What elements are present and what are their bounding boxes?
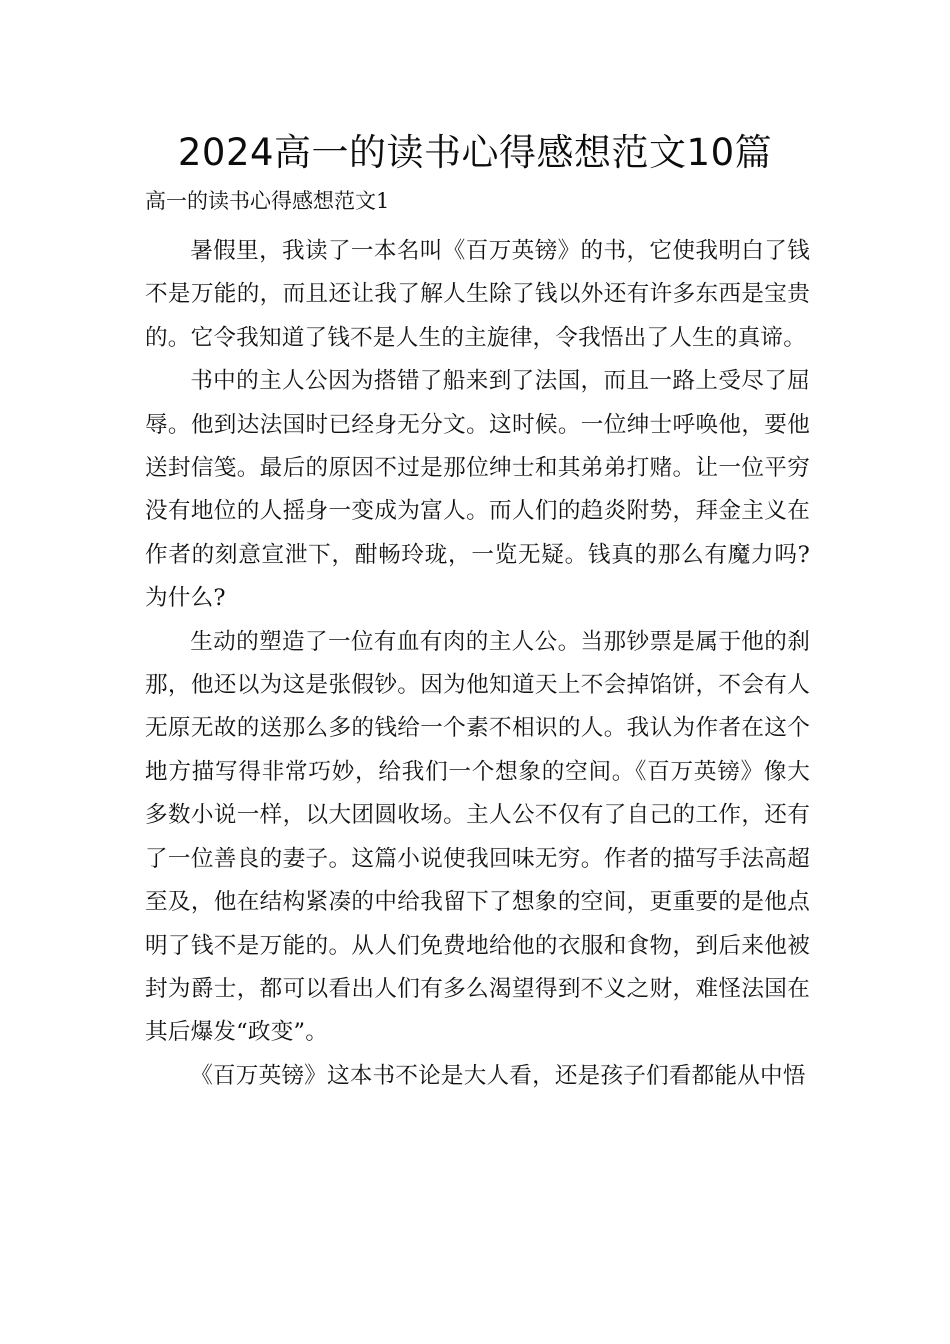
paragraph: 书中的主人公因为搭错了船来到了法国，而且一路上受尽了屈辱。他到达法国时已经身无分文。这时候。一位绅士呼唤他，要他送封信笺。最后的原因不过是那位绅士和其弟弟打赌。让一位平穷没有地位的人摇身一变成为富人。而人们的趋炎附势，拜金主义在作者的刻意宣泄下，酣畅玲珑，一览无疑。钱真的那么有魔力吗?为什么? (145, 368, 810, 612)
paragraph: 暑假里，我读了一本名叫《百万英镑》的书，它使我明白了钱不是万能的，而且还让我了解人生除了钱以外还有许多东西是宝贵的。它令我知道了钱不是人生的主旋律，令我悟出了人生的真谛。 (145, 238, 810, 351)
section-heading: 高一的读书心得感想范文1 (145, 189, 390, 213)
paragraph: 《百万英镑》这本书不论是大人看，还是孩子们看都能从中悟 (190, 1062, 806, 1089)
paragraph: 生动的塑造了一位有血有肉的主人公。当那钞票是属于他的刹那，他还以为这是张假钞。因为他知道天上不会掉馅饼，不会有人无原无故的送那么多的钱给一个素不相识的人。我认为作者在这个地方描写得非常巧妙，给我们一个想象的空间。《百万英镑》像大多数小说一样，以大团圆收场。主人公不仅有了自己的工作，还有了一位善良的妻子。这篇小说使我回味无穷。作者的描写手法高超至及，他在结构紧凑的中给我留下了想象的空间，更重要的是他点明了钱不是万能的。从人们免费地给他的衣服和食物，到后来他被封为爵士，都可以看出人们有多么渴望得到不义之财，难怪法国在其后爆发“政变”。 (145, 628, 810, 1046)
document-title: 2024高一的读书心得感想范文10篇 (177, 131, 773, 174)
body-text (145, 230, 810, 1098)
